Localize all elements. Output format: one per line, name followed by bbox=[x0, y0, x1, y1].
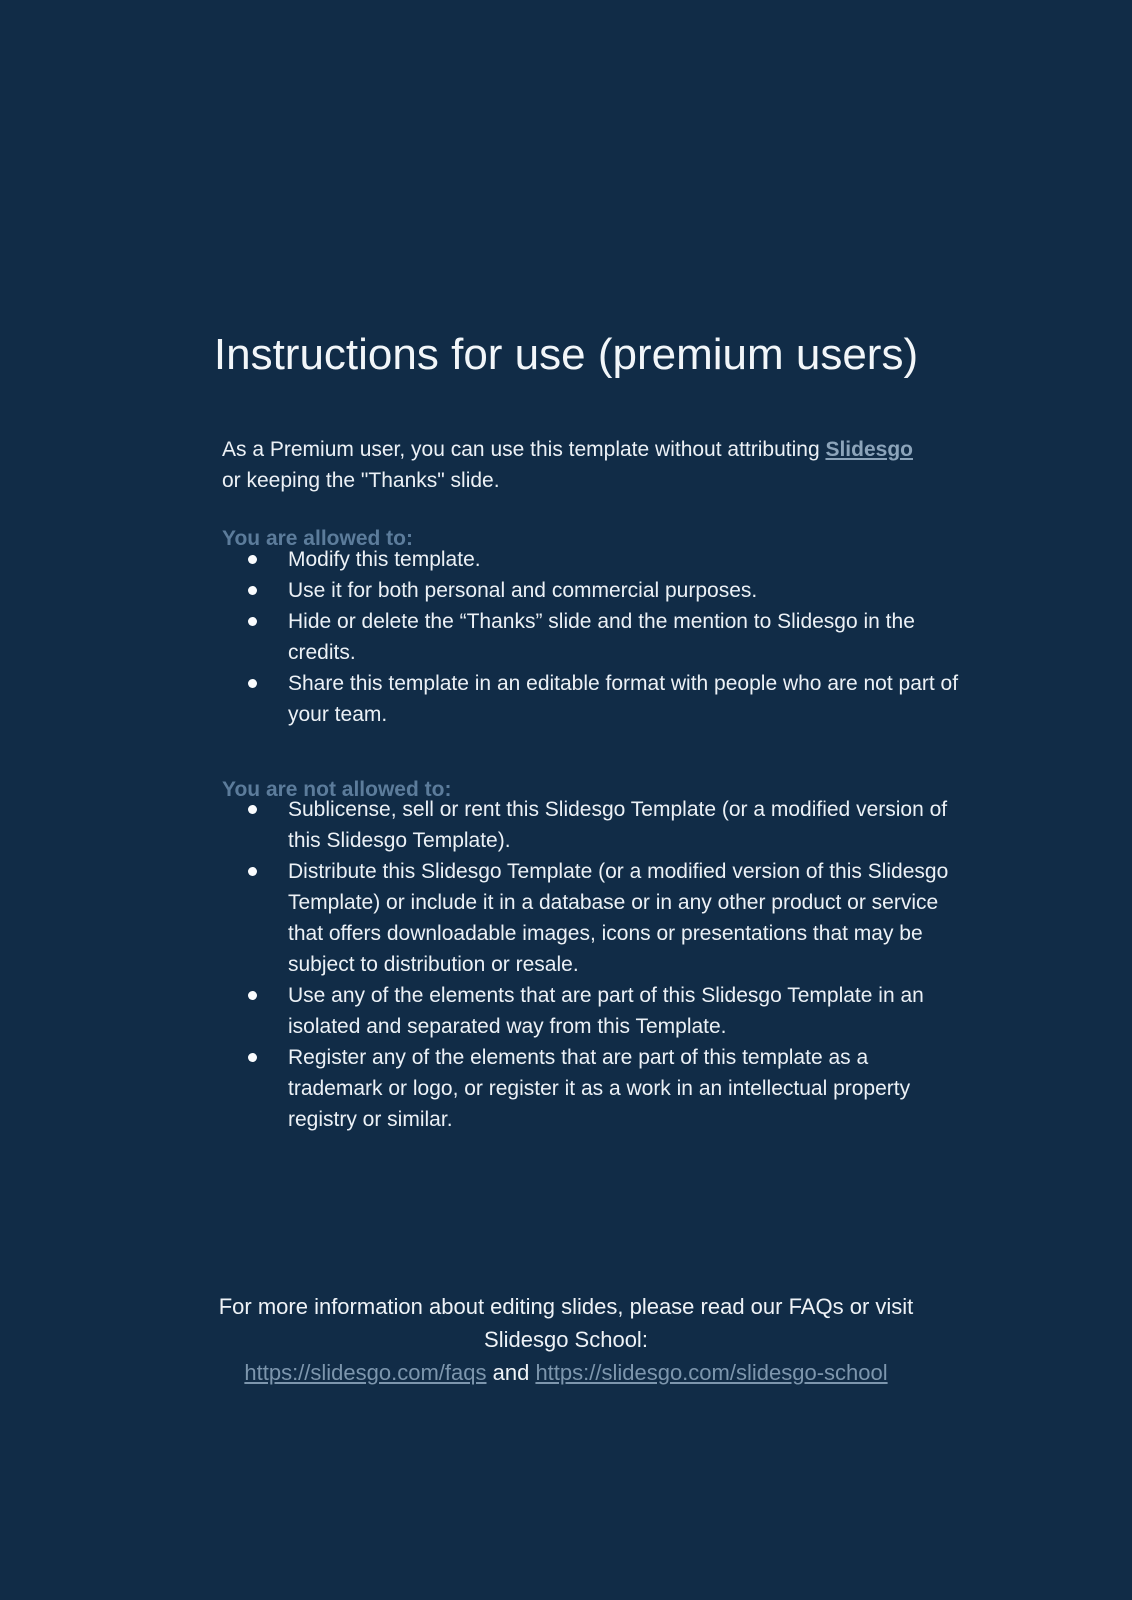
list-item-text: Register any of the elements that are part of this template as a trademark or logo, or register it as a work in an intellectual property registry or similar. bbox=[288, 1046, 911, 1131]
not-allowed-list bbox=[222, 794, 962, 1135]
intro-text-before-link: As a Premium user, you can use this template without attributing bbox=[222, 438, 826, 461]
faqs-link[interactable]: https://slidesgo.com/faqs bbox=[244, 1360, 487, 1385]
slidesgo-school-link[interactable]: https://slidesgo.com/slidesgo-school bbox=[535, 1360, 888, 1385]
list-item-text: Use it for both personal and commercial purposes. bbox=[288, 579, 758, 602]
list-item bbox=[222, 856, 962, 980]
list-item-text: Sublicense, sell or rent this Slidesgo Template (or a modified version of this Slidesgo Template). bbox=[288, 798, 948, 852]
allowed-list bbox=[222, 544, 962, 730]
allowed-section-heading: You are allowed to: bbox=[222, 527, 413, 551]
bullet-icon bbox=[248, 679, 257, 688]
bullet-icon bbox=[248, 805, 257, 814]
list-item bbox=[222, 1042, 962, 1135]
list-item-text: Hide or delete the “Thanks” slide and the mention to Slidesgo in the credits. bbox=[288, 610, 915, 664]
not-allowed-section-heading: You are not allowed to: bbox=[222, 778, 452, 802]
footer-line2: Slidesgo School: bbox=[484, 1327, 648, 1352]
bullet-icon bbox=[248, 586, 257, 595]
footer-line1: For more information about editing slides, please read our FAQs or visit bbox=[218, 1294, 914, 1319]
intro-text-after-link: or keeping the "Thanks" slide. bbox=[222, 469, 500, 492]
list-item-text: Modify this template. bbox=[288, 548, 481, 571]
list-item bbox=[222, 606, 962, 668]
bullet-icon bbox=[248, 991, 257, 1000]
bullet-icon bbox=[248, 1053, 257, 1062]
list-item-text: Distribute this Slidesgo Template (or a modified version of this Slidesgo Template) or include it in a database or in any other product or service that offers downloadable images, icons or presentations that may be subject to distribution or resale. bbox=[288, 860, 949, 976]
list-item-text: Use any of the elements that are part of this Slidesgo Template in an isolated and separated way from this Template. bbox=[288, 984, 924, 1038]
list-item bbox=[222, 794, 962, 856]
page-title: Instructions for use (premium users) bbox=[213, 330, 919, 380]
footer-paragraph bbox=[0, 1290, 1132, 1389]
bullet-icon bbox=[248, 555, 257, 564]
bullet-icon bbox=[248, 617, 257, 626]
list-item bbox=[222, 980, 962, 1042]
list-item-text: Share this template in an editable format with people who are not part of your team. bbox=[288, 672, 959, 726]
list-item bbox=[222, 575, 962, 606]
intro-paragraph bbox=[222, 434, 914, 496]
slidesgo-link[interactable]: Slidesgo bbox=[825, 438, 913, 461]
list-item bbox=[222, 544, 962, 575]
bullet-icon bbox=[248, 867, 257, 876]
footer-link-separator: and bbox=[486, 1360, 536, 1385]
list-item bbox=[222, 668, 962, 730]
